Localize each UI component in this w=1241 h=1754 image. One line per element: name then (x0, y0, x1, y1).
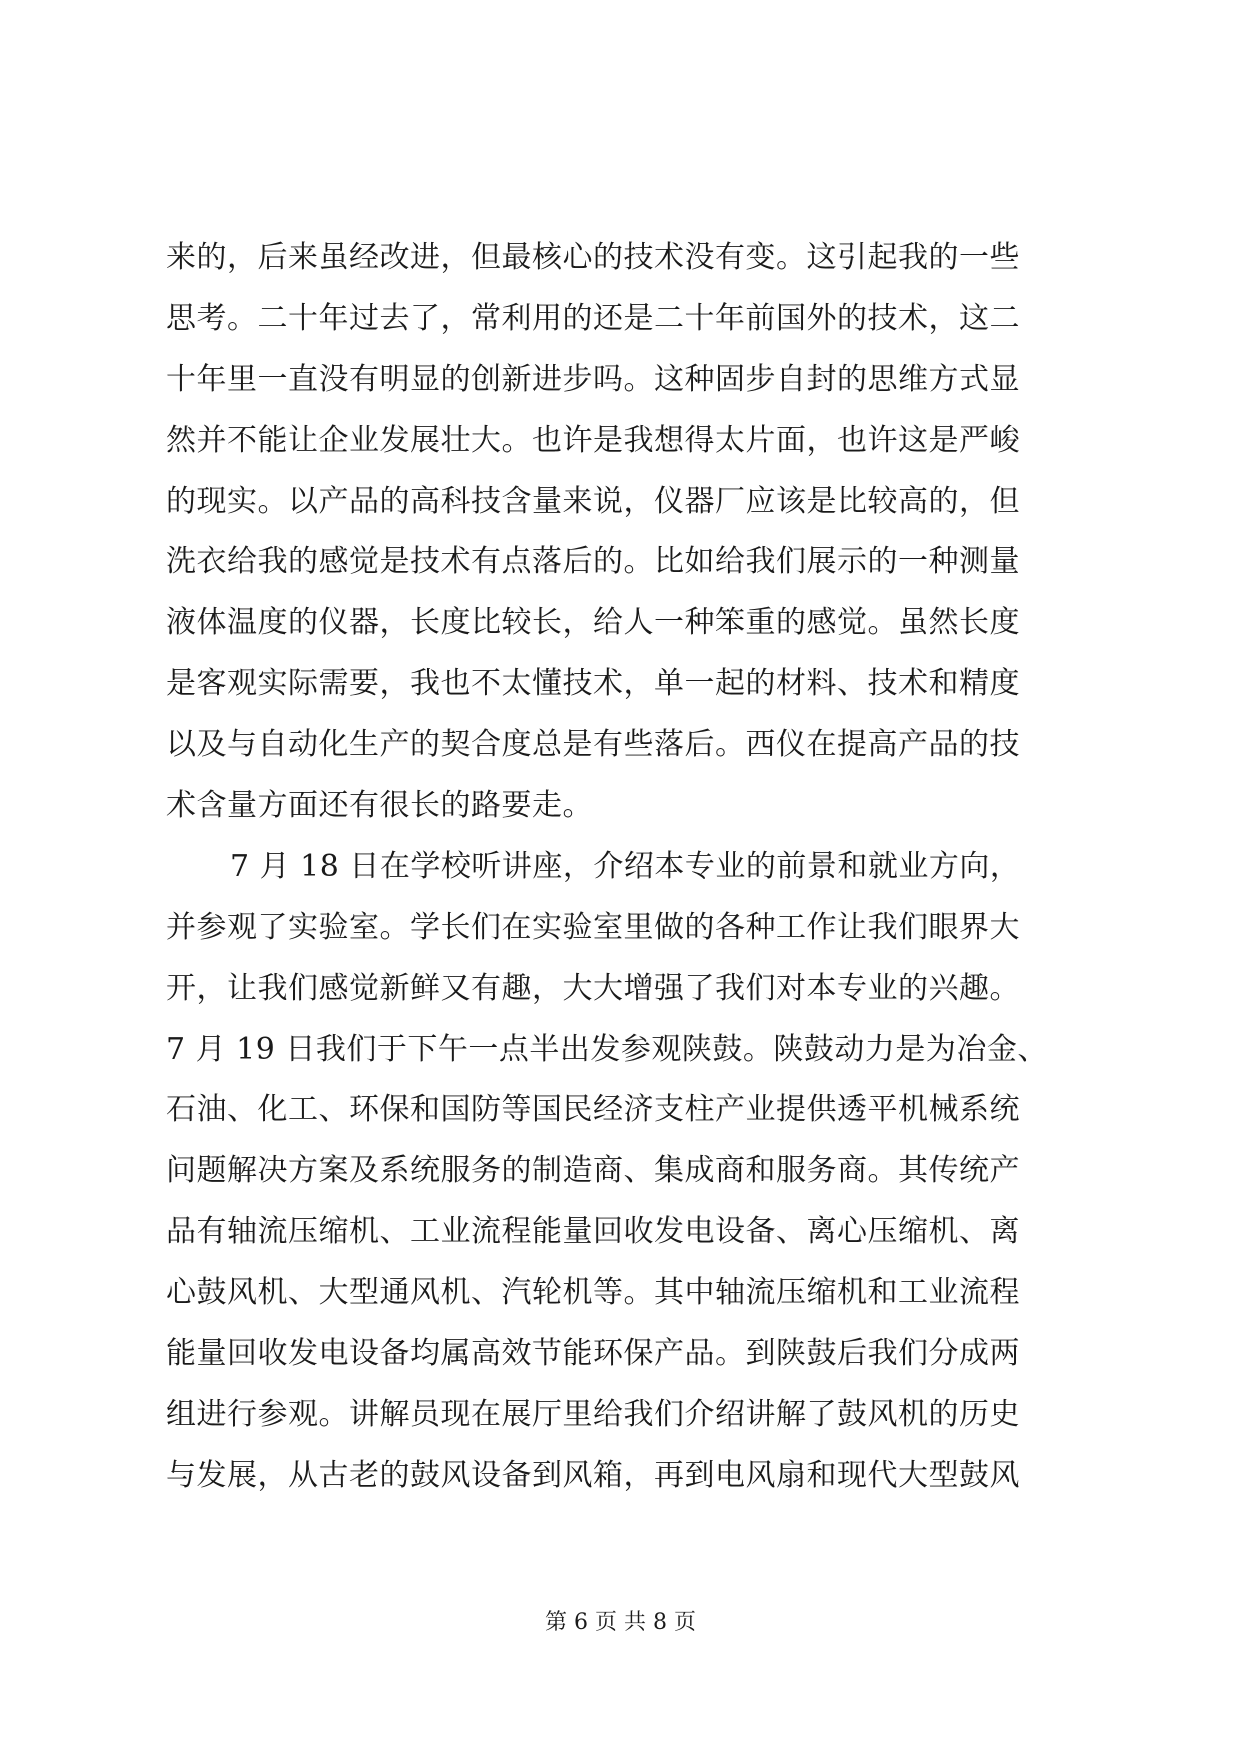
text-line: 液体温度的仪器，长度比较长，给人一种笨重的感觉。虽然长度 (166, 605, 1020, 641)
text-line: 与发展，从古老的鼓风设备到风箱，再到电风扇和现代大型鼓风 (166, 1457, 1020, 1493)
text-line: 心鼓风机、大型通风机、汽轮机等。其中轴流压缩机和工业流程 (166, 1275, 1020, 1311)
text-line: 开，让我们感觉新鲜又有趣，大大增强了我们对本专业的兴趣。 (166, 970, 1020, 1006)
text-line: 洗衣给我的感觉是技术有点落后的。比如给我们展示的一种测量 (166, 544, 1020, 580)
text-line: 并参观了实验室。学长们在实验室里做的各种工作让我们眼界大 (166, 909, 1020, 945)
page-footer (0, 1605, 1241, 1636)
text-line: 石油、化工、环保和国防等国民经济支柱产业提供透平机械系统 (166, 1092, 1020, 1128)
text-line: 思考。二十年过去了，常利用的还是二十年前国外的技术，这二 (166, 300, 1020, 336)
page-number-label: 第 6 页 共 8 页 (545, 1610, 696, 1635)
text-line: 以及与自动化生产的契合度总是有些落后。西仪在提高产品的技 (166, 727, 1020, 763)
body-text (166, 228, 1086, 1507)
text-line: 十年里一直没有明显的创新进步吗。这种固步自封的思维方式显 (166, 361, 1020, 397)
text-line: 组进行参观。讲解员现在展厅里给我们介绍讲解了鼓风机的历史 (166, 1396, 1020, 1432)
text-line: 品有轴流压缩机、工业流程能量回收发电设备、离心压缩机、离 (166, 1214, 1020, 1250)
text-line: 能量回收发电设备均属高效节能环保产品。到陕鼓后我们分成两 (166, 1336, 1020, 1372)
paragraph-start-line: 7 月 18 日在学校听讲座，介绍本专业的前景和就业方向， (230, 848, 1021, 884)
text-line: 问题解决方案及系统服务的制造商、集成商和服务商。其传统产 (166, 1153, 1020, 1189)
text-line: 来的，后来虽经改进，但最核心的技术没有变。这引起我的一些 (166, 240, 1020, 275)
text-line: 然并不能让企业发展壮大。也许是我想得太片面，也许这是严峻 (166, 422, 1020, 458)
text-line: 术含量方面还有很长的路要走。 (166, 788, 593, 824)
text-line: 7 月 19 日我们于下午一点半出发参观陕鼓。陕鼓动力是为冶金、 (166, 1031, 1048, 1067)
text-line: 是客观实际需要，我也不太懂技术，单一起的材料、技术和精度 (166, 666, 1020, 702)
text-line: 的现实。以产品的高科技含量来说，仪器厂应该是比较高的，但 (166, 483, 1020, 519)
